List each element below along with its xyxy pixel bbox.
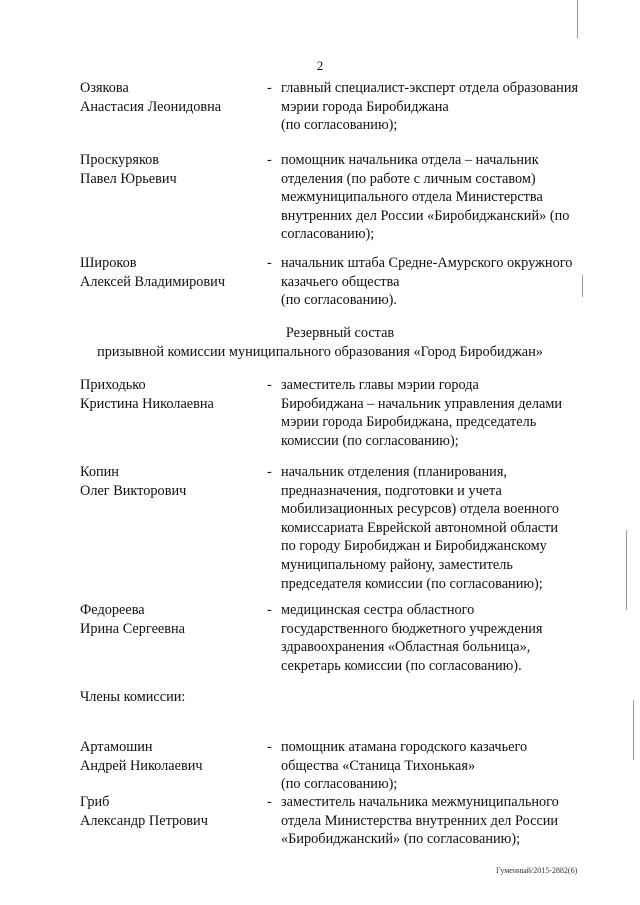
position-line: «Биробиджанский» (по согласованию); [281, 831, 521, 848]
position-line: мэрии города Биробиджана, председатель [281, 414, 537, 431]
person-name [80, 79, 260, 116]
person-surname: Широков [80, 255, 137, 271]
position-line: государственного бюджетного учреждения [281, 620, 543, 637]
position-line: помощник атамана городского казачьего [281, 739, 528, 755]
person-name [80, 793, 260, 830]
position-line: отдела Министерства внутренних дел России [281, 812, 559, 829]
position-line: Биробиджана – начальник управления делами [281, 395, 563, 412]
person-surname: Артамошин [80, 739, 153, 755]
person-surname: Озякова [80, 80, 129, 96]
person-given-names: Анастасия Леонидовна [80, 98, 222, 115]
position-line: отделения (по работе с личным составом) [281, 170, 536, 187]
reserve-heading-line2: призывной комиссии муниципального образования «Город Биробиджан» [97, 344, 543, 360]
position-line: предназначения, подготовки и учета [281, 482, 502, 499]
person-given-names: Олег Викторович [80, 482, 187, 499]
person-name [80, 738, 260, 775]
person-given-names: Андрей Николаевич [80, 757, 203, 774]
position-line: помощник начальника отдела – начальник [281, 152, 539, 168]
entry-dash: - [267, 377, 272, 393]
position-description [281, 793, 611, 849]
person-surname: Проскуряков [80, 152, 160, 168]
scan-artifact-line [577, 0, 578, 38]
position-line: главный специалист-эксперт отдела образования [281, 80, 579, 96]
position-line: заместитель начальника межмуниципального [281, 794, 559, 810]
position-line: заместитель главы мэрии города [281, 377, 479, 393]
person-name [80, 601, 260, 638]
document-footer-code: Гуменный/2015-2882(6) [496, 866, 578, 875]
entry-dash: - [267, 794, 272, 810]
reserve-heading [0, 324, 640, 362]
person-given-names: Павел Юрьевич [80, 170, 177, 187]
position-description [281, 254, 611, 310]
position-line: межмуниципального отдела Министерства [281, 189, 543, 206]
entry-dash: - [267, 255, 272, 271]
position-line: мэрии города Биробиджана [281, 98, 449, 115]
position-description [281, 151, 611, 244]
position-line: начальник штаба Средне-Амурского окружного [281, 255, 573, 271]
scan-artifact-line [626, 530, 627, 610]
person-surname: Приходько [80, 377, 146, 393]
person-surname: Федореева [80, 602, 145, 618]
position-line: (по согласованию); [281, 117, 398, 134]
position-line: согласованию); [281, 226, 375, 243]
position-line: медицинская сестра областного [281, 602, 475, 618]
position-line: казачьего общества [281, 273, 400, 290]
entry-dash: - [267, 602, 272, 618]
person-name [80, 463, 260, 500]
position-line: мобилизационных ресурсов) отдела военного [281, 501, 559, 518]
person-surname: Копин [80, 464, 119, 480]
position-line: комиссариата Еврейской автономной области [281, 519, 559, 536]
person-given-names: Алексей Владимирович [80, 273, 226, 290]
members-label: Члены комиссии: [80, 689, 186, 705]
person-given-names: Ирина Сергеевна [80, 620, 186, 637]
position-description [281, 738, 611, 794]
entry-dash: - [267, 80, 272, 96]
position-line: здравоохранения «Областная больница», [281, 639, 531, 656]
person-given-names: Александр Петрович [80, 812, 208, 829]
entry-dash: - [267, 152, 272, 168]
position-line: (по согласованию); [281, 776, 398, 793]
position-line: председателя комиссии (по согласованию); [281, 575, 543, 592]
scan-artifact-line [633, 700, 634, 760]
person-name [80, 376, 260, 413]
position-description [281, 601, 611, 675]
position-line: внутренних дел России «Биробиджанский» (по [281, 207, 570, 224]
position-line: секретарь комиссии (по согласованию). [281, 657, 522, 674]
position-line: (по согласованию). [281, 292, 397, 309]
position-line: общества «Станица Тихонькая» [281, 757, 476, 774]
person-surname: Гриб [80, 794, 110, 810]
position-line: по городу Биробиджан и Биробиджанскому [281, 538, 547, 555]
reserve-heading-line1: Резервный состав [285, 325, 395, 341]
person-given-names: Кристина Николаевна [80, 395, 214, 412]
person-name [80, 151, 260, 188]
position-description [281, 376, 611, 450]
position-description [281, 79, 611, 135]
scan-artifact-line [582, 275, 583, 297]
position-line: комиссии (по согласованию); [281, 432, 459, 449]
entry-dash: - [267, 464, 272, 480]
position-line: начальник отделения (планирования, [281, 464, 507, 480]
page-number: 2 [316, 58, 324, 73]
person-name [80, 254, 260, 291]
position-line: муниципальному району, заместитель [281, 556, 513, 573]
entry-dash: - [267, 739, 272, 755]
position-description [281, 463, 611, 593]
